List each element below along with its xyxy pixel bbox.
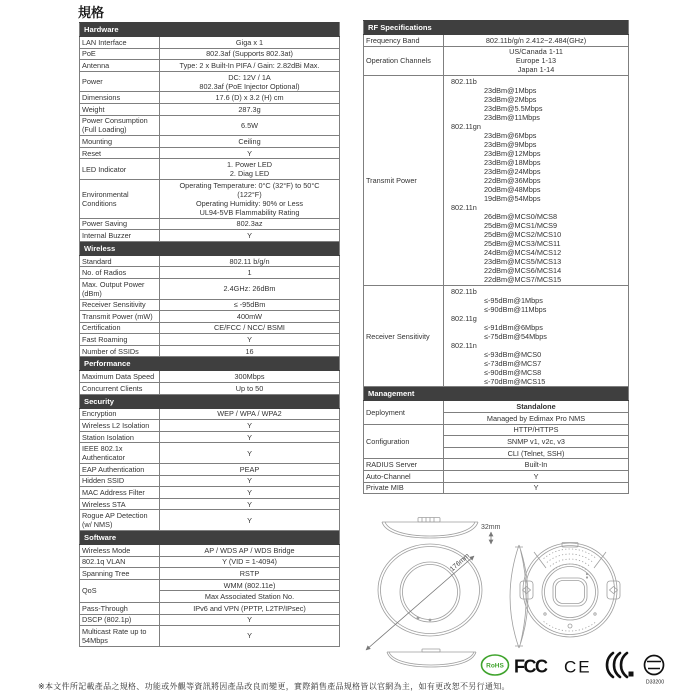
bsmi-code: D33200 — [645, 679, 665, 686]
spec-label: Dimensions — [80, 92, 160, 104]
spec-value: Y — [160, 498, 340, 510]
spec-row — [364, 46, 629, 76]
spec-label: LED Indicator — [80, 159, 160, 180]
spec-value: HTTP/HTTPS — [444, 424, 629, 436]
spec-label: Environmental Conditions — [80, 179, 160, 218]
section-header: Performance — [80, 357, 340, 371]
spec-row — [80, 626, 340, 647]
spec-value: Y — [444, 482, 629, 494]
spec-value: 802.3az — [160, 218, 340, 230]
spec-value: Operating Temperature: 0°C (32°F) to 50°C (122°F) Operating Humidity: 90% or Less UL94-5VB Flammability Rating — [160, 179, 340, 218]
spec-row — [364, 470, 629, 482]
spec-row — [80, 383, 340, 395]
ap-profile-drawing — [387, 649, 476, 667]
spec-label: LAN Interface — [80, 37, 160, 49]
spec-label: Rogue AP Detection (w/ NMS) — [80, 510, 160, 531]
spec-value: 2.4GHz: 26dBm — [160, 278, 340, 299]
spec-row — [364, 35, 629, 47]
spec-value: Y — [160, 626, 340, 647]
spec-row — [80, 115, 340, 136]
spec-row — [80, 345, 340, 357]
spec-row — [80, 371, 340, 383]
section-header: Security — [80, 394, 340, 408]
section-header-row — [80, 241, 340, 255]
spec-value: Y — [160, 487, 340, 499]
spec-value: 16 — [160, 345, 340, 357]
spec-row — [80, 103, 340, 115]
spec-label: Private MIB — [364, 482, 444, 494]
spec-row — [364, 401, 629, 413]
spec-label: Reset — [80, 147, 160, 159]
spec-value: DC: 12V / 1A 802.3af (PoE Injector Optional) — [160, 71, 340, 92]
spec-label: Auto-Channel — [364, 470, 444, 482]
spec-row — [80, 614, 340, 626]
spec-value: Y — [444, 470, 629, 482]
spec-row — [80, 60, 340, 72]
spec-value: CLI (Telnet, SSH) — [444, 447, 629, 459]
spec-value: CE/FCC / NCC/ BSMI — [160, 322, 340, 334]
spec-label: Maximum Data Speed — [80, 371, 160, 383]
ce-logo: CE — [564, 657, 592, 677]
spec-row — [80, 218, 340, 230]
section-header: RF Specifications — [364, 21, 629, 35]
section-header: Wireless — [80, 241, 340, 255]
spec-label: Mounting — [80, 136, 160, 148]
spec-label: Receiver Sensitivity — [80, 299, 160, 311]
spec-label: Certification — [80, 322, 160, 334]
spec-value: PEAP — [160, 464, 340, 476]
page-title: 規格 — [78, 5, 105, 20]
spec-value: 300Mbps — [160, 371, 340, 383]
spec-label: Frequency Band — [364, 35, 444, 47]
spec-value: Max Associated Station No. — [160, 591, 340, 603]
ncc-logo-icon — [607, 653, 634, 677]
spec-value: Y (VID = 1-4094) — [160, 556, 340, 568]
spec-value: 1. Power LED 2. Diag LED — [160, 159, 340, 180]
spec-value: ≤ -95dBm — [160, 299, 340, 311]
spec-value: Y — [160, 431, 340, 443]
spec-label: Fast Roaming — [80, 334, 160, 346]
spec-label: Number of SSIDs — [80, 345, 160, 357]
spec-label: Configuration — [364, 424, 444, 459]
spec-value: 1 — [160, 267, 340, 279]
dimension-label-diameter: 176mm — [448, 552, 472, 574]
spec-row — [80, 408, 340, 420]
spec-row — [80, 48, 340, 60]
spec-value: Y — [160, 614, 340, 626]
spec-row — [80, 322, 340, 334]
spec-value: Y — [160, 334, 340, 346]
spec-row — [80, 431, 340, 443]
spec-label: QoS — [80, 579, 160, 602]
spec-value: RSTP — [160, 568, 340, 580]
spec-label: Antenna — [80, 60, 160, 72]
spec-label: Internal Buzzer — [80, 230, 160, 242]
spec-label: Wireless STA — [80, 498, 160, 510]
spec-row — [80, 510, 340, 531]
spec-row — [80, 179, 340, 218]
spec-value: WEP / WPA / WPA2 — [160, 408, 340, 420]
spec-value: Y — [160, 443, 340, 464]
spec-label: Max. Output Power (dBm) — [80, 278, 160, 299]
spec-label: EAP Authentication — [80, 464, 160, 476]
spec-value: 802.11b 23dBm@1Mbps 23dBm@2Mbps 23dBm@5.5Mbps 23dBm@11Mbps 802.11gn 23dBm@6Mbps 23dBm@9Mbps 23dBm@12Mbps 23dBm@18Mbps 23dBm@24Mbps 22dBm@36Mbps 20dBm@48Mbps 19dBm@54Mbps 802.11n 26dBm@MCS0/MCS8 25dBm@MCS1/MCS9 25dBm@MCS2/MCS10 25dBm@MCS3/MCS11 24dBm@MCS4/MCS12 23dBm@MCS5/MCS13 22dBm@MCS6/MCS14 22dBm@MCS7/MCS15 — [444, 76, 629, 286]
spec-row — [80, 498, 340, 510]
spec-row — [80, 487, 340, 499]
spec-row — [80, 579, 340, 591]
left-spec-table — [79, 22, 340, 647]
spec-row — [80, 334, 340, 346]
spec-value: Y — [160, 510, 340, 531]
height-dimension — [481, 524, 501, 544]
spec-row — [80, 556, 340, 568]
spec-row — [364, 459, 629, 471]
spec-value: US/Canada 1-11 Europe 1-13 Japan 1-14 — [444, 46, 629, 76]
spec-value: Built-In — [444, 459, 629, 471]
spec-row — [80, 230, 340, 242]
spec-row — [80, 255, 340, 267]
spec-label: Transmit Power — [364, 76, 444, 286]
spec-row — [80, 443, 340, 464]
spec-row — [364, 76, 629, 286]
spec-value: Ceiling — [160, 136, 340, 148]
spec-row — [364, 285, 629, 387]
dimension-label-height: 32mm — [481, 524, 501, 531]
spec-label: Station Isolation — [80, 431, 160, 443]
spec-label: Wireless Mode — [80, 545, 160, 557]
spec-row — [80, 420, 340, 432]
spec-label: Power — [80, 71, 160, 92]
spec-value: Giga x 1 — [160, 37, 340, 49]
spec-value: 287.3g — [160, 103, 340, 115]
spec-value: 802.11b/g/n 2.412~2.484(GHz) — [444, 35, 629, 47]
spec-value: 17.6 (D) x 3.2 (H) cm — [160, 92, 340, 104]
spec-label: Spanning Tree — [80, 568, 160, 580]
spec-label: IEEE 802.1x Authenticator — [80, 443, 160, 464]
spec-value: IPv6 and VPN (PPTP, L2TP/IPsec) — [160, 602, 340, 614]
spec-value: 802.11b ≤-95dBm@1Mbps ≤-90dBm@11Mbps 802.11g ≤-91dBm@6Mbps ≤-75dBm@54Mbps 802.11n ≤-93dBm@MCS0 ≤-73dBm@MCS7 ≤-90dBm@MCS8 ≤-70dBm@MCS15 — [444, 285, 629, 387]
spec-label: Weight — [80, 103, 160, 115]
section-header-row — [80, 357, 340, 371]
section-header: Software — [80, 531, 340, 545]
spec-row — [80, 311, 340, 323]
spec-label: DSCP (802.1p) — [80, 614, 160, 626]
spec-row — [80, 71, 340, 92]
section-header-row — [80, 23, 340, 37]
spec-row — [80, 568, 340, 580]
section-header: Hardware — [80, 23, 340, 37]
footer-disclaimer: ※本文件所記載產品之規格、功能或外觀等資訊將因產品改良而變更，實際銷售產品規格皆以官網為主，如有更改恕不另行通知。 — [38, 682, 510, 691]
rohs-logo — [482, 655, 509, 675]
spec-row — [80, 147, 340, 159]
spec-row — [80, 464, 340, 476]
spec-row — [364, 424, 629, 436]
spec-label: Encryption — [80, 408, 160, 420]
ap-edge-view-drawing — [510, 545, 528, 648]
spec-label: Receiver Sensitivity — [364, 285, 444, 387]
spec-label: RADIUS Server — [364, 459, 444, 471]
section-header-row — [80, 531, 340, 545]
spec-value: SNMP v1, v2c, v3 — [444, 436, 629, 448]
rohs-label: RoHS — [486, 662, 504, 670]
spec-label: Wireless L2 Isolation — [80, 420, 160, 432]
spec-label: Deployment — [364, 401, 444, 424]
spec-label: Hidden SSID — [80, 475, 160, 487]
spec-row — [80, 299, 340, 311]
spec-row — [80, 159, 340, 180]
spec-row — [80, 92, 340, 104]
spec-row — [80, 267, 340, 279]
spec-value: 802.11 b/g/n — [160, 255, 340, 267]
spec-label: Standard — [80, 255, 160, 267]
section-header: Management — [364, 387, 629, 401]
spec-label: Multicast Rate up to 54Mbps — [80, 626, 160, 647]
ap-bottom-view-drawing — [520, 543, 620, 638]
section-header-row — [80, 394, 340, 408]
ap-side-view-drawing — [382, 518, 478, 539]
spec-label: 802.1q VLAN — [80, 556, 160, 568]
spec-value: Y — [160, 230, 340, 242]
spec-label: Power Consumption (Full Loading) — [80, 115, 160, 136]
spec-label: MAC Address Filter — [80, 487, 160, 499]
spec-value: 400mW — [160, 311, 340, 323]
spec-value: 6.5W — [160, 115, 340, 136]
spec-value: Managed by Edimax Pro NMS — [444, 412, 629, 424]
fcc-logo: FCC — [514, 656, 547, 677]
spec-row — [80, 37, 340, 49]
spec-value: Up to 50 — [160, 383, 340, 395]
spec-label: Concurrent Clients — [80, 383, 160, 395]
section-header-row — [364, 21, 629, 35]
spec-value: Y — [160, 147, 340, 159]
spec-label: PoE — [80, 48, 160, 60]
spec-row — [80, 475, 340, 487]
section-header-row — [364, 387, 629, 401]
bsmi-logo-icon — [645, 656, 664, 675]
spec-value: Y — [160, 420, 340, 432]
spec-label: Pass-Through — [80, 602, 160, 614]
right-spec-table — [363, 20, 629, 494]
spec-label: Operation Channels — [364, 46, 444, 76]
spec-row — [80, 136, 340, 148]
spec-value: WMM (802.11e) — [160, 579, 340, 591]
spec-value: Y — [160, 475, 340, 487]
spec-label: No. of Radios — [80, 267, 160, 279]
spec-label: Power Saving — [80, 218, 160, 230]
spec-row — [80, 278, 340, 299]
spec-value: 802.3af (Supports 802.3at) — [160, 48, 340, 60]
spec-row — [80, 545, 340, 557]
spec-row — [364, 482, 629, 494]
spec-value: Type: 2 x Built-In PIFA / Gain: 2.82dBi Max. — [160, 60, 340, 72]
spec-row — [80, 602, 340, 614]
spec-value: AP / WDS AP / WDS Bridge — [160, 545, 340, 557]
spec-label: Transmit Power (mW) — [80, 311, 160, 323]
spec-value: Standalone — [444, 401, 629, 413]
